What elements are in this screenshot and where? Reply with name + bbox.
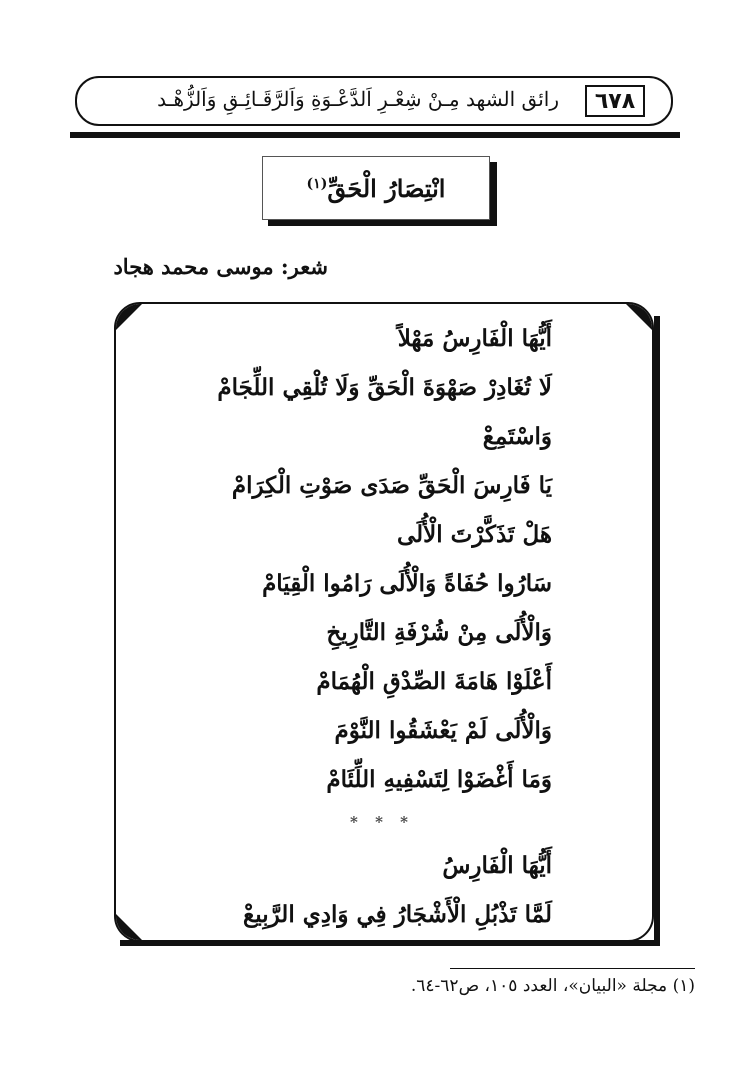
verse-line: وَالْأُلَى مِنْ شُرْفَةِ التَّارِيخِ xyxy=(326,619,552,646)
verse-line: أَعْلَوْا هَامَةَ الصِّدْقِ الْهُمَامْ xyxy=(316,668,552,695)
verse-line: سَارُوا حُفَاةً وَالْأُلَى رَامُوا الْقِيَامْ xyxy=(262,570,552,597)
stanza-break-row xyxy=(132,804,552,841)
title-box-shadow xyxy=(268,220,497,226)
poem-title: انْتِصَارُ الْحَقِّ xyxy=(327,173,446,203)
page-number: ٦٧٨ xyxy=(585,85,645,117)
poem-body xyxy=(132,314,552,939)
poem-frame-shadow xyxy=(654,316,660,946)
author-line: شعر: موسى محمد هجاد xyxy=(113,254,328,279)
frame-corner-ornament xyxy=(626,304,652,330)
verse-line: يَا فَارِسَ الْحَقِّ صَدَى صَوْتِ الْكِرَامْ xyxy=(231,472,552,499)
verse-line: أَيُّهَا الْفَارِسُ مَهْلاً xyxy=(397,325,552,352)
stanza-break: * * * xyxy=(350,813,414,831)
poem-title-wrapper xyxy=(307,174,446,203)
header-banner-shadow xyxy=(70,132,680,138)
running-title: رائق الشهد مِـنْ شِعْـرِ اَلدَّعْـوَةِ وَاَلرَّقَـائِـقِ وَاَلزُّهْـد xyxy=(157,87,559,111)
verse-line: وَاسْتَمِعْ xyxy=(482,423,552,450)
verse-line: لَمَّا تَذْبُلِ الْأَشْجَارُ فِي وَادِي الرَّبِيعْ xyxy=(243,901,552,928)
verse-line: لَا تُغَادِرْ صَهْوَةَ الْحَقِّ وَلَا تُلْقِي اللِّجَامْ xyxy=(217,374,552,401)
poem-frame xyxy=(114,302,654,942)
title-box-shadow xyxy=(490,162,497,226)
running-header xyxy=(75,76,673,126)
poem-title-box xyxy=(262,156,490,220)
verse-line: هَلْ تَذَكَّرْتَ الْأُلَى xyxy=(396,521,552,548)
verse-line: أَيُّهَا الْفَارِسُ xyxy=(442,852,552,879)
footnote: (١) مجلة «البيان»، العدد ١٠٥، ص٦٢-٦٤. xyxy=(410,976,695,996)
footnote-marker: (١) xyxy=(306,175,328,192)
verse-line: وَمَا أَغْضَوْا لِتَسْفِيهِ اللِّئَامْ xyxy=(326,766,552,793)
footnote-rule xyxy=(450,968,695,969)
verse-line: وَالْأُلَى لَمْ يَعْشَقُوا النَّوْمَ xyxy=(334,717,552,744)
